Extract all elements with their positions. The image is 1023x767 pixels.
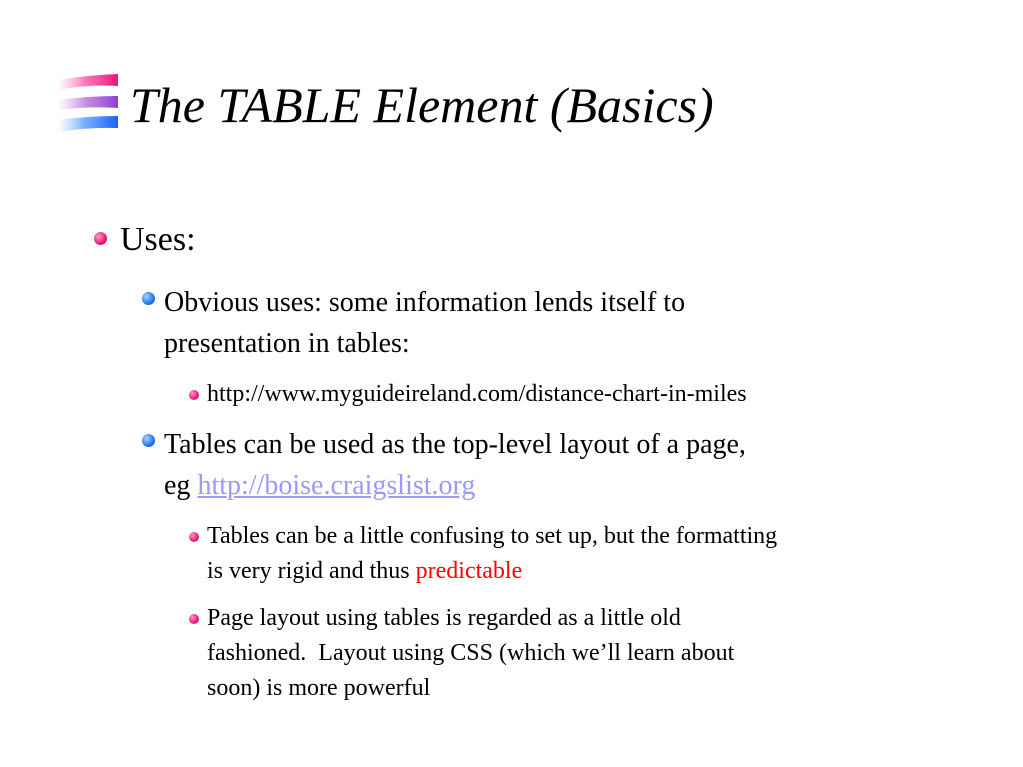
bullet-obvious-uses (164, 282, 964, 364)
layout-line2 (164, 465, 964, 506)
bullet-uses: Uses: (120, 221, 196, 258)
bullet-confusing (207, 519, 967, 589)
obvious-uses-line2: presentation in tables: (164, 328, 410, 359)
blue-bullet-icon (142, 434, 155, 447)
bullet-old-fashioned (207, 601, 907, 706)
bullet-layout (164, 424, 964, 506)
old-fashioned-line1: Page layout using tables is regarded as a little old (207, 605, 681, 631)
slide-title: The TABLE Element (Basics) (130, 77, 714, 133)
distance-chart-url: http://www.myguideireland.com/distance-chart-in-miles (207, 381, 747, 407)
old-fashioned-line2: fashioned. Layout using CSS (which we’ll learn about (207, 640, 735, 666)
layout-line1: Tables can be used as the top-level layout of a page, (164, 429, 746, 460)
pink-bullet-icon (189, 390, 199, 400)
layout-prefix: eg (164, 470, 198, 501)
blue-bullet-icon (142, 292, 155, 305)
confusing-line2 (207, 554, 967, 589)
pink-bullet-icon (189, 614, 199, 624)
confusing-line1: Tables can be a little confusing to set up, but the formatting (207, 523, 778, 549)
confusing-prefix: is very rigid and thus (207, 558, 416, 584)
obvious-uses-line1: Obvious uses: some information lends itself to (164, 287, 686, 318)
pink-bullet-icon (189, 532, 199, 542)
pink-bullet-icon (94, 232, 107, 245)
craigslist-link[interactable]: http://boise.craigslist.org (197, 470, 476, 501)
old-fashioned-line3: soon) is more powerful (207, 675, 431, 701)
predictable-highlight: predictable (415, 558, 523, 584)
title-stripes-icon (58, 72, 118, 134)
